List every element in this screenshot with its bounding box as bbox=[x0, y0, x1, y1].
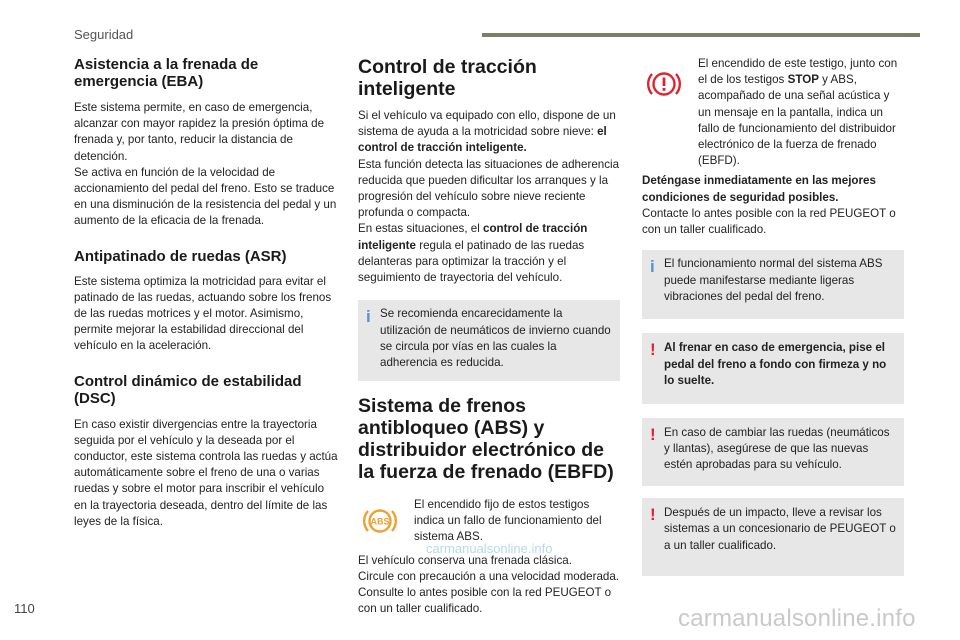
abs-icon-label: ABS bbox=[370, 516, 390, 527]
impact-note bbox=[642, 498, 904, 576]
vibration-note bbox=[642, 250, 904, 319]
vibration-note-text: El funcionamiento normal del sistema ABS puede manifestarse mediante ligeras vibraciones del pedal del freno. bbox=[664, 257, 883, 304]
watermark-inline: carmanualsonline.info bbox=[426, 541, 553, 556]
abs-light-text: El encendido fijo de estos testigos indica un fallo de funcionamiento del sistema ABS. bbox=[414, 497, 602, 544]
info-icon: i bbox=[650, 257, 655, 277]
wheel-change-note-text: En caso de cambiar las ruedas (neumáticos y llantas), asegúrese de que las nuevas estén aprobadas para su vehículo. bbox=[664, 425, 890, 472]
wheel-change-note bbox=[642, 418, 904, 486]
abs-heading: Sistema de frenos antibloqueo (ABS) y distribuidor electrónico de la fuerza de frenado (EBFD) bbox=[358, 394, 614, 483]
dsc-heading: Control dinámico de estabilidad (DSC) bbox=[74, 372, 302, 407]
traction-paragraph-2: Esta función detecta las situaciones de adherencia reducida que pueden dificultar los arranques y la progresión del vehículo sobre nieve reciente profunda o compacta. bbox=[358, 157, 620, 220]
winter-tyres-note bbox=[358, 300, 620, 381]
traction-paragraph-1: Si el vehículo va equipado con ello, dispone de un sistema de ayuda a la motricidad sobre nieve: el control de tracción inteligente. bbox=[358, 109, 616, 155]
emergency-braking-note-text: Al frenar en caso de emergencia, pise el pedal del freno a fondo con firmeza y no lo suelte. bbox=[664, 341, 887, 388]
eba-paragraph-1: Este sistema permite, en caso de emergencia, alcanzar con mayor rapidez la presión óptima de frenada y, por tanto, reducir la distancia de detención. bbox=[74, 101, 325, 163]
warning-icon: ! bbox=[650, 340, 656, 360]
warning-icon: ! bbox=[650, 424, 656, 444]
stop-warning-bold: Deténgase inmediatamente en las mejores condiciones de seguridad posibles. bbox=[642, 174, 876, 204]
traction-paragraph-3: En estas situaciones, el control de tracción inteligente regula el patinado de las ruedas delanteras para optimizar la tracción y el seguimiento de trayectoria del vehículo. bbox=[358, 222, 588, 285]
dsc-paragraph: En caso existir divergencias entre la trayectoria seguida por el vehículo y la deseada por el conductor, este sistema controla las ruedas y actúa automáticamente sobre el freno de una o varias ruedas y sobre el motor para inscribir el vehículo en la trayectoria deseada, dentro del límite de las leyes de la física. bbox=[74, 417, 338, 528]
abs-paragraph-3: Consulte lo antes posible con la red PEUGEOT o con un taller cualificado. bbox=[358, 586, 612, 616]
asr-heading: Antipatinado de ruedas (ASR) bbox=[74, 247, 287, 265]
stop-warning-text: Contacte lo antes posible con la red PEUGEOT o con un taller cualificado. bbox=[642, 206, 896, 237]
warning-icon: ! bbox=[650, 504, 656, 524]
column-left bbox=[74, 56, 338, 530]
abs-warning-light-row bbox=[358, 497, 620, 547]
traction-control-heading: Control de tracción inteligente bbox=[358, 56, 537, 100]
column-right bbox=[642, 56, 904, 576]
eba-paragraph-2: Se activa en función de la velocidad de accionamiento del pedal del freno. Esto se traduce en una disminución de la resistencia del pedal y un aumento de la eficacia de la frenada. bbox=[74, 165, 337, 228]
impact-note-text: Después de un impacto, lleve a revisar los sistemas a un concesionario de PEUGEOT o a un taller cualificado. bbox=[664, 505, 896, 552]
section-label: Seguridad bbox=[74, 27, 134, 42]
emergency-braking-note bbox=[642, 333, 904, 403]
abs-warning-light-icon bbox=[362, 505, 398, 537]
page-number: 110 bbox=[14, 601, 35, 616]
abs-paragraph-1: El vehículo conserva una frenada clásica. bbox=[358, 553, 572, 567]
column-middle bbox=[358, 56, 620, 618]
watermark[interactable]: carmanualsonline.info bbox=[678, 605, 916, 632]
header-rule bbox=[482, 33, 920, 37]
eba-heading: Asistencia a la frenada de emergencia (EBA) bbox=[74, 56, 259, 90]
info-icon: i bbox=[366, 307, 371, 327]
abs-paragraph-2: Circule con precaución a una velocidad moderada. bbox=[358, 570, 620, 584]
brake-light-text: El encendido de este testigo, junto con el de los testigos STOP y ABS, acompañado de una señal acústica y un mensaje en la pantalla, indica un fallo de funcionamiento del distribuidor electrónico de la fuerza de frenado (EBFD). bbox=[698, 57, 898, 168]
asr-paragraph: Este sistema optimiza la motricidad para evitar el patinado de las ruedas, actuando sobre los frenos de las ruedas motrices y el motor. Asimismo, permite mejorar la estabilidad direccional del vehículo en la aceleración. bbox=[74, 274, 332, 353]
brake-warning-light-row bbox=[642, 56, 904, 169]
winter-tyres-note-text: Se recomienda encarecidamente la utilización de neumáticos de invierno cuando se circula por vías en las cuales la adherencia es reducida. bbox=[380, 307, 611, 370]
brake-warning-light-icon bbox=[646, 68, 682, 100]
